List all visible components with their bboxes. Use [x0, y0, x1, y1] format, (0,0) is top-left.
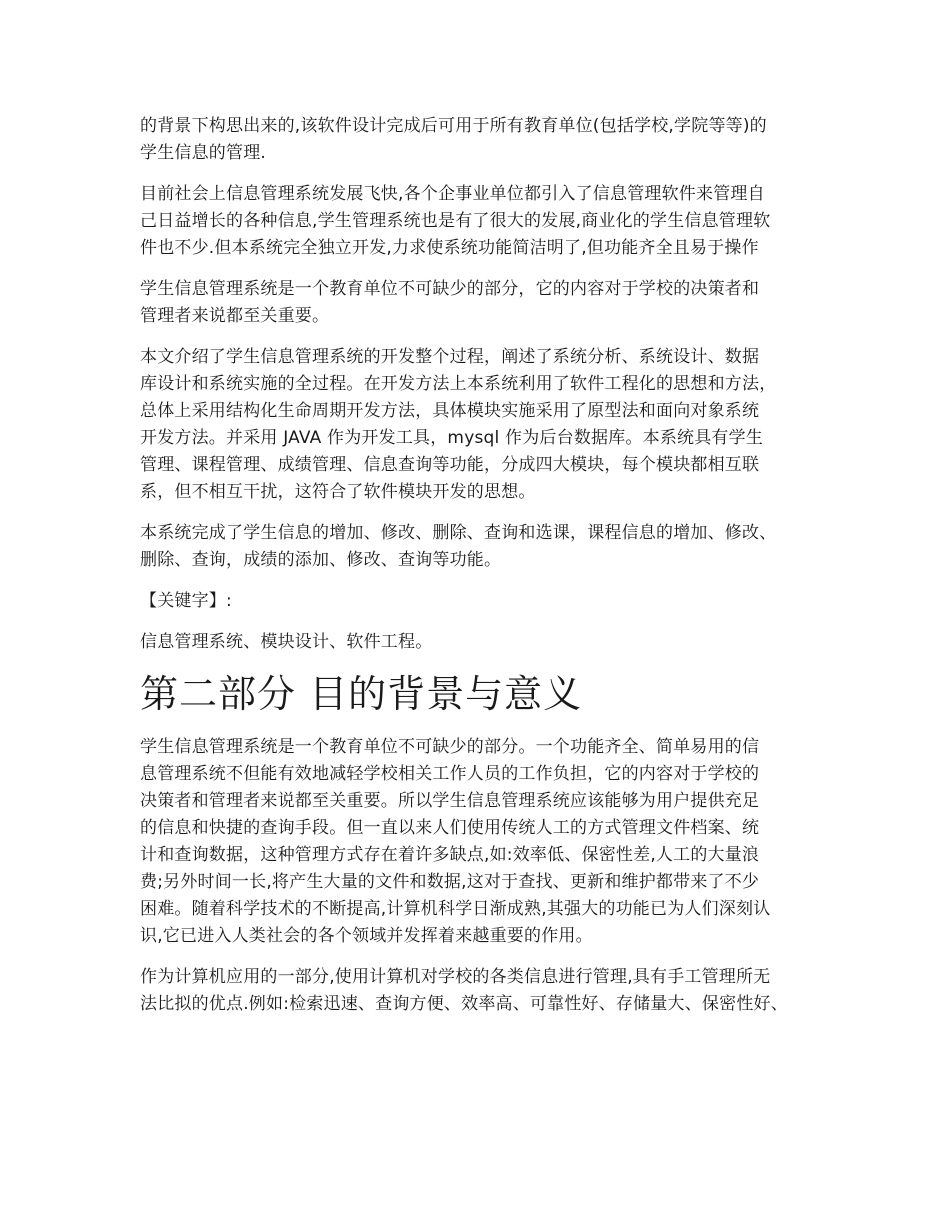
intro-section: [140, 113, 830, 656]
text-line: 件也不少.但本系统完全独立开发,力求使系统功能简洁明了,但功能齐全且易于操作: [140, 238, 759, 258]
text-line: 删除、查询，成绩的添加、修改、查询等功能。: [140, 550, 502, 570]
paragraph-7: [140, 964, 830, 1018]
text-line: 信息管理系统、模块设计、软件工程。: [140, 632, 433, 652]
text-line: 系，但不相互干扰，这符合了软件模块开发的思想。: [140, 482, 536, 502]
text-line: 息管理系统不但能有效地减轻学校相关工作人员的工作负担，它的内容对于学校的: [140, 764, 760, 784]
text-line: 库设计和系统实施的全过程。在开发方法上本系统利用了软件工程化的思想和方法，: [140, 374, 777, 394]
text-line: 作为计算机应用的一部分,使用计算机对学校的各类信息进行管理,具有手工管理所无: [140, 967, 771, 987]
text-line: 【关键字】:: [140, 591, 232, 611]
paragraph-5: [140, 520, 830, 574]
text-line: 总体上采用结构化生命周期开发方法，具体模块实施采用了原型法和面向对象系统: [140, 401, 760, 421]
paragraph-1: [140, 113, 830, 167]
paragraph-2: [140, 181, 830, 262]
text-line: 己日益增长的各种信息,学生管理系统也是有了很大的发展,商业化的学生信息管理软: [140, 211, 771, 231]
text-line: 的背景下构思出来的,该软件设计完成后可用于所有教育单位(包括学校,学院等等)的: [140, 116, 767, 136]
text-line: 识,它已进入人类社会的各个领域并发挥着来越重要的作用。: [140, 926, 593, 946]
document-page: [140, 113, 830, 1032]
text-line: 决策者和管理者来说都至关重要。所以学生信息管理系统应该能够为用户提供充足: [140, 791, 760, 811]
text-line: 费;另外时间一长,将产生大量的文件和数据,这对于查找、更新和维护都带来了不少: [140, 872, 760, 892]
section-body: [140, 734, 830, 1018]
text-line: 法比拟的优点.例如:检索迅速、查询方便、效率高、可靠性好、存储量大、保密性好、: [140, 994, 788, 1014]
paragraph-3: [140, 276, 830, 330]
text-line: 的信息和快捷的查询手段。但一直以来人们使用传统人工的方式管理文件档案、统: [140, 818, 760, 838]
text-line: 本系统完成了学生信息的增加、修改、删除、查询和选课，课程信息的增加、修改、: [140, 523, 777, 543]
text-line: 本文介绍了学生信息管理系统的开发整个过程，阐述了系统分析、系统设计、数据: [140, 347, 760, 367]
text-line: 开发方法。并采用 JAVA 作为开发工具，mysql 作为后台数据库。本系统具有学生: [140, 428, 764, 448]
text-line: 计和查询数据，这种管理方式存在着许多缺点,如:效率低、保密性差,人工的大量浪: [140, 845, 760, 865]
section-heading: 第二部分 目的背景与意义: [140, 672, 583, 716]
paragraph-6: [140, 734, 830, 950]
text-line: 困难。随着科学技术的不断提高,计算机科学日渐成熟,其强大的功能已为人们深刻认: [140, 899, 771, 919]
text-line: 目前社会上信息管理系统发展飞快,各个企事业单位都引入了信息管理软件来管理自: [140, 184, 765, 204]
text-line: 学生信息的管理.: [140, 143, 267, 163]
keywords-list: [140, 629, 830, 656]
text-line: 管理者来说都至关重要。: [140, 306, 330, 326]
paragraph-4: [140, 344, 830, 506]
text-line: 管理、课程管理、成绩管理、信息查询等功能，分成四大模块，每个模块都相互联: [140, 455, 760, 475]
text-line: 学生信息管理系统是一个教育单位不可缺少的部分，它的内容对于学校的决策者和: [140, 279, 760, 299]
keywords-label: [140, 588, 830, 615]
text-line: 学生信息管理系统是一个教育单位不可缺少的部分。一个功能齐全、简单易用的信: [140, 737, 760, 757]
